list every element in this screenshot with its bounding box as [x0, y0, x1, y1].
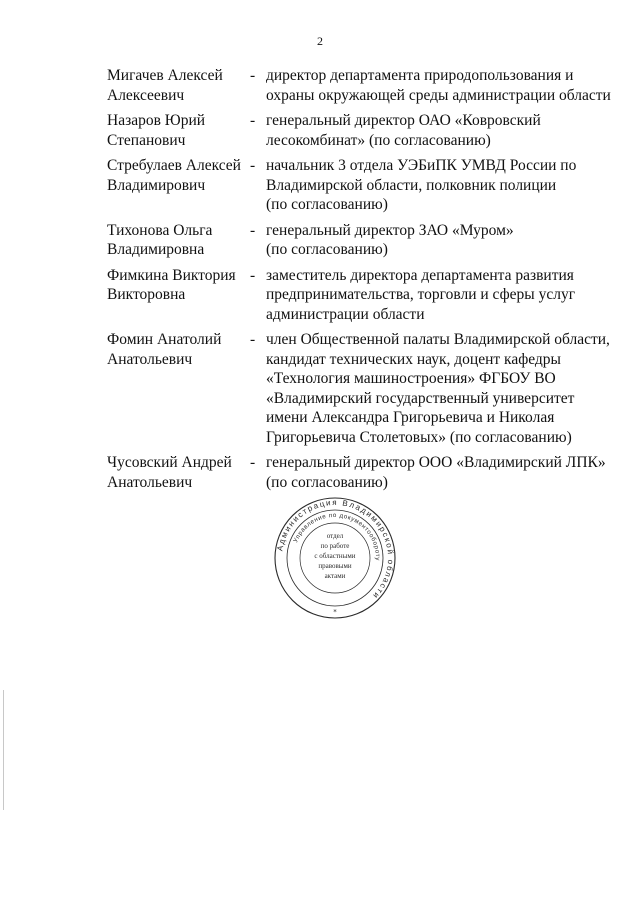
member-role-line: (по согласованию): [266, 196, 388, 213]
member-entry: [107, 221, 607, 260]
stamp-center-line: правовыми: [318, 562, 352, 570]
member-name-line: Стребулаев Алексей: [107, 157, 241, 174]
member-entry: [107, 266, 607, 325]
member-role-line: Владимирской области, полковник полиции: [266, 176, 557, 194]
member-name: [107, 221, 250, 260]
member-role: [266, 156, 607, 215]
member-role-line: администрации области: [266, 305, 425, 323]
member-name-line: Чусовский Андрей: [107, 454, 232, 471]
member-role: [266, 66, 611, 105]
member-dash: -: [250, 454, 256, 471]
member-role: [266, 330, 610, 447]
member-role-line: кандидат технических наук, доцент кафедры: [266, 350, 561, 368]
member-name: [107, 266, 250, 305]
member-name-line: Анатольевич: [107, 473, 193, 491]
member-role-line: предпринимательства, торговли и сферы услуг: [266, 286, 576, 303]
member-role: [266, 221, 607, 260]
member-name-line: Степанович: [107, 131, 186, 149]
member-name-line: Фомин Анатолий: [107, 331, 222, 348]
members-list: [107, 66, 611, 498]
member-role-line: охраны окружающей среды администрации области: [266, 86, 611, 104]
member-dash: -: [250, 331, 256, 348]
member-name-line: Назаров Юрий: [107, 112, 206, 129]
member-name-line: Викторовна: [107, 286, 186, 303]
member-name: [107, 453, 250, 492]
member-entry: [107, 156, 607, 215]
member-entry: [107, 330, 610, 447]
member-dash: -: [250, 112, 256, 129]
member-dash: -: [250, 266, 256, 284]
member-role-line: генеральный директор ОАО «Ковровский: [266, 112, 541, 129]
stamp-outer-text: Администрация Владимирской области: [275, 497, 396, 602]
member-name-line: Тихонова Ольга: [107, 221, 213, 239]
member-role: [266, 453, 607, 492]
stamp-center-line: по работе: [320, 542, 350, 550]
member-role-line: директор департамента природопользования и: [266, 67, 574, 84]
official-stamp: [273, 496, 397, 620]
stamp-center-line: актами: [324, 572, 346, 580]
member-name: [107, 66, 250, 105]
member-name-line: Фимкина Виктория: [107, 266, 236, 284]
member-name: [107, 156, 250, 195]
member-role-line: член Общественной палаты Владимирской области,: [266, 331, 610, 348]
member-role-line: лесокомбинат» (по согласованию): [266, 131, 491, 149]
page-number: 2: [317, 34, 323, 48]
member-role-line: заместитель директора департамента развития: [266, 266, 574, 284]
member-role: [266, 111, 607, 150]
scan-margin-mark: [3, 690, 4, 810]
member-name: [107, 330, 250, 369]
member-entry: [107, 66, 611, 105]
member-name-line: Анатольевич: [107, 350, 193, 368]
member-name-line: Мигачев Алексей: [107, 67, 223, 84]
member-dash: -: [250, 221, 256, 239]
member-role-line: генеральный директор ЗАО «Муром»: [266, 221, 514, 239]
member-name-line: Владимирович: [107, 176, 206, 194]
member-entry: [107, 453, 607, 492]
member-role-line: начальник 3 отдела УЭБиПК УМВД России по: [266, 157, 577, 174]
member-name-line: Владимировна: [107, 241, 205, 258]
member-name: [107, 111, 250, 150]
member-role-line: генеральный директор ООО «Владимирский ЛПК»: [266, 454, 606, 471]
member-name-line: Алексеевич: [107, 86, 185, 104]
member-role-line: (по согласованию): [266, 473, 388, 491]
stamp-star: *: [333, 608, 337, 616]
stamp-center-line: отдел: [326, 532, 344, 540]
member-role: [266, 266, 607, 325]
member-role-line: имени Александра Григорьевича и Николая: [266, 409, 555, 426]
member-role-line: Григорьевича Столетовых» (по согласованию): [266, 428, 572, 446]
member-role-line: «Владимирский государственный университет: [266, 389, 575, 407]
member-dash: -: [250, 67, 256, 84]
member-role-line: (по согласованию): [266, 241, 388, 258]
stamp-center-line: с областными: [314, 552, 356, 560]
member-entry: [107, 111, 607, 150]
member-dash: -: [250, 157, 256, 174]
member-role-line: «Технология машиностроения» ФГБОУ ВО: [266, 370, 556, 387]
stamp-inner-ring-text: Управление по документообороту: [292, 511, 382, 562]
